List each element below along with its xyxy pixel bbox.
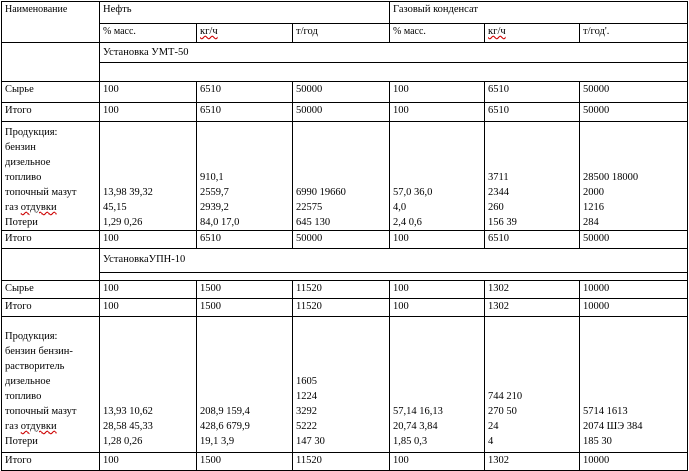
cell: 1500: [197, 299, 293, 317]
row-label-feed: Сырье: [2, 281, 100, 299]
cell: 11520: [293, 299, 390, 317]
blank-row: [100, 63, 688, 82]
material-balance-table: [1, 1, 688, 471]
cell: 50000: [293, 82, 390, 103]
products-label-umt50: Продукция: бензин дизельное топливо топочный мазут газ отдувки Потери: [2, 122, 100, 231]
cell: 100: [100, 231, 197, 249]
cell: 1302: [485, 281, 580, 299]
row-label-total: Итого: [2, 231, 100, 249]
cell: 100: [100, 82, 197, 103]
cell: 100: [100, 299, 197, 317]
cell: 10000: [580, 281, 688, 299]
products-tyear-gas: 5714 1613 2074 ШЭ 384 185 30: [580, 317, 688, 453]
cell: 100: [390, 82, 485, 103]
header-oil: Нефть: [100, 2, 390, 24]
blank-cell: [2, 249, 100, 281]
col-kgh-oil: кг/ч: [197, 24, 293, 43]
col-tyear-gas: т/год'.: [580, 24, 688, 43]
cell: 50000: [580, 231, 688, 249]
cell: 100: [390, 281, 485, 299]
cell: 50000: [293, 103, 390, 122]
cell: 100: [390, 453, 485, 471]
cell: 100: [390, 231, 485, 249]
header-gas-condensate: Газовый конденсат: [390, 2, 688, 24]
cell: 1302: [485, 299, 580, 317]
products-tyear-gas: 28500 18000 2000 1216 284: [580, 122, 688, 231]
section-title-upn10: УстановкаУПН-10: [100, 249, 688, 273]
cell: 100: [100, 453, 197, 471]
col-pct-gas: % масс.: [390, 24, 485, 43]
col-pct-oil: % масс.: [100, 24, 197, 43]
products-label-upn10: Продукция: бензин бензин- растворитель дизельное топливо топочный мазут газ отдувки Потери: [2, 317, 100, 453]
cell: 1500: [197, 453, 293, 471]
cell: 6510: [485, 231, 580, 249]
cell: 50000: [293, 231, 390, 249]
cell: 50000: [580, 103, 688, 122]
cell: 1302: [485, 453, 580, 471]
header-name: Наименование: [2, 2, 100, 43]
cell: 6510: [485, 103, 580, 122]
cell: 1500: [197, 281, 293, 299]
products-pct-oil: 13,93 10,62 28,58 45,33 1,28 0,26: [100, 317, 197, 453]
col-kgh-gas: кг/ч: [485, 24, 580, 43]
products-kgh-oil: 208,9 159,4 428,6 679,9 19,1 3,9: [197, 317, 293, 453]
cell: 50000: [580, 82, 688, 103]
cell: 100: [100, 103, 197, 122]
blank-row: [100, 273, 688, 281]
cell: 11520: [293, 453, 390, 471]
products-kgh-gas: 3711 2344 260 156 39: [485, 122, 580, 231]
products-tyear-oil: 6990 19660 22575 645 130: [293, 122, 390, 231]
col-tyear-oil: т/год: [293, 24, 390, 43]
cell: 6510: [197, 103, 293, 122]
products-kgh-oil: 910,1 2559,7 2939,2 84,0 17,0: [197, 122, 293, 231]
cell: 6510: [485, 82, 580, 103]
row-label-total: Итого: [2, 299, 100, 317]
products-kgh-gas: 744 210 270 50 24 4: [485, 317, 580, 453]
row-label-total: Итого: [2, 453, 100, 471]
products-pct-gas: 57,0 36,0 4,0 2,4 0,6: [390, 122, 485, 231]
cell: 6510: [197, 231, 293, 249]
cell: 100: [390, 299, 485, 317]
cell: 100: [100, 281, 197, 299]
row-label-total: Итого: [2, 103, 100, 122]
cell: 6510: [197, 82, 293, 103]
products-pct-gas: 57,14 16,13 20,74 3,84 1,85 0,3: [390, 317, 485, 453]
cell: 100: [390, 103, 485, 122]
cell: 10000: [580, 299, 688, 317]
section-title-umt50: Установка УМТ-50: [100, 43, 688, 63]
blank-cell: [2, 43, 100, 82]
cell: 11520: [293, 281, 390, 299]
products-pct-oil: 13,98 39,32 45,15 1,29 0,26: [100, 122, 197, 231]
row-label-feed: Сырье: [2, 82, 100, 103]
products-tyear-oil: 1605 1224 3292 5222 147 30: [293, 317, 390, 453]
cell: 10000: [580, 453, 688, 471]
